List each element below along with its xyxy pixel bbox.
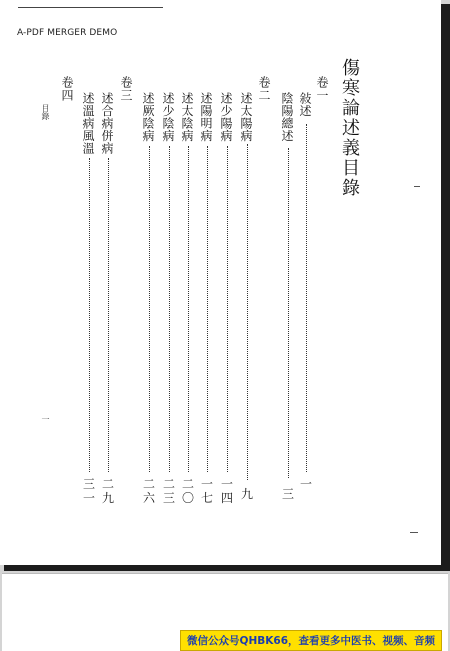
toc-item-3-page: 九 bbox=[240, 487, 253, 501]
margin-mark bbox=[410, 532, 418, 533]
leader-dots bbox=[288, 148, 289, 478]
volume-4-label: 卷四 bbox=[60, 76, 74, 102]
toc-item-2-title: 陰陽總述 bbox=[280, 92, 294, 142]
leader-dots bbox=[169, 146, 170, 472]
toc-item-6-title: 述太陰病 bbox=[180, 92, 194, 142]
toc-item-8-page: 二 六 bbox=[142, 477, 155, 505]
toc-item-4-page: 一 四 bbox=[220, 477, 233, 505]
page-folio: 一 bbox=[41, 415, 50, 423]
volume-2-label: 卷二 bbox=[257, 76, 271, 102]
leader-dots bbox=[149, 146, 150, 472]
margin-label: 目錄 bbox=[41, 104, 50, 120]
toc-item-9-title: 述合病併病 bbox=[100, 92, 114, 155]
toc-item-7-title: 述少陰病 bbox=[161, 92, 175, 142]
toc-item-6-page: 二 〇 bbox=[181, 477, 194, 505]
toc-item-1-title: 敍述 bbox=[298, 92, 312, 117]
margin-mark bbox=[414, 186, 420, 187]
page-shadow bbox=[441, 4, 450, 570]
page-shadow bbox=[4, 565, 450, 571]
volume-1-label: 卷一 bbox=[315, 76, 329, 102]
book-title: 傷寒論述義目錄 bbox=[339, 58, 360, 198]
toc-item-4-title: 述少陽病 bbox=[219, 92, 233, 142]
toc-item-1-page: 一 bbox=[299, 477, 312, 491]
leader-dots bbox=[247, 144, 248, 480]
toc-item-10-page: 三 一 bbox=[82, 477, 95, 505]
leader-dots bbox=[227, 146, 228, 472]
volume-3-label: 卷三 bbox=[119, 76, 133, 102]
toc-item-9-page: 二 九 bbox=[101, 477, 114, 505]
footer-banner: 微信公众号QHBK66，查看更多中医书、视频、音频 bbox=[180, 630, 442, 651]
toc-item-5-title: 述陽明病 bbox=[199, 92, 213, 142]
toc-item-3-title: 述太陽病 bbox=[239, 92, 253, 142]
leader-dots bbox=[207, 146, 208, 472]
leader-dots bbox=[306, 124, 307, 472]
leader-dots bbox=[89, 158, 90, 472]
watermark-text: A-PDF MERGER DEMO bbox=[17, 28, 118, 38]
header-rule bbox=[18, 7, 163, 8]
toc-item-10-title: 述溫病風溫 bbox=[81, 92, 95, 155]
leader-dots bbox=[108, 158, 109, 472]
toc-item-8-title: 述厥陰病 bbox=[141, 92, 155, 142]
toc-item-2-page: 三 bbox=[281, 487, 294, 501]
toc-item-7-page: 二 三 bbox=[162, 477, 175, 505]
toc-item-5-page: 一 七 bbox=[200, 477, 213, 505]
leader-dots bbox=[188, 146, 189, 472]
